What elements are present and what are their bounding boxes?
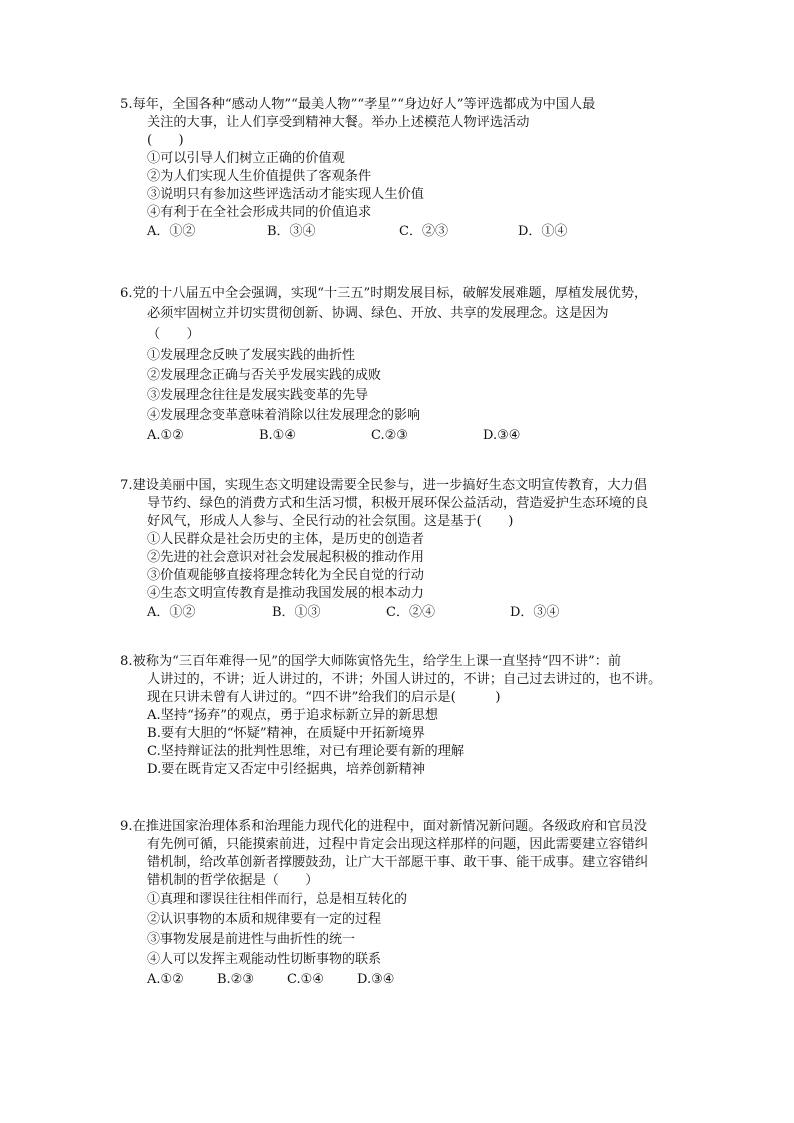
question-5-stem-line-1: 5.每年，全国各种“感动人物”“最美人物”“孝星”“身边好人”等评选都成为中国人最 bbox=[120, 97, 596, 112]
question-5-choice-d[interactable]: D．①④ bbox=[518, 224, 568, 239]
question-9-choice-a[interactable]: A.①② bbox=[147, 972, 184, 987]
question-9-choice-c[interactable]: C.①④ bbox=[287, 972, 324, 987]
question-8-option-b[interactable]: B.要有大胆的“怀疑”精神，在质疑中开拓新境界 bbox=[147, 726, 425, 741]
question-9-statement-2: ②认识事物的本质和规律要有一定的过程 bbox=[147, 912, 382, 927]
question-5-choice-b[interactable]: B．③④ bbox=[267, 224, 316, 239]
question-7-stem-line-2: 导节约、绿色的消费方式和生活习惯，积极开展环保公益活动，营造爱护生态环境的良 bbox=[147, 496, 649, 511]
question-5-choice-a[interactable]: A．①② bbox=[147, 224, 196, 239]
question-9-choices bbox=[120, 970, 680, 990]
question-9-stem-line-3: 错机制，给改革创新者撑腰鼓劲，让广大干部愿干事、敢干事、能干成事。建立容错纠 bbox=[147, 855, 649, 870]
question-7-choice-c[interactable]: C．②④ bbox=[386, 605, 435, 620]
question-6-statement-2: ②发展理念正确与否关乎发展实践的成败 bbox=[147, 368, 382, 383]
question-6-stem-line-3: （ ） bbox=[147, 327, 200, 342]
question-6-choice-c[interactable]: C.②③ bbox=[371, 428, 408, 443]
question-5-stem-line-2: 关注的大事，让人们享受到精神大餐。举办上述模范人物评选活动 bbox=[147, 115, 530, 130]
question-6-statement-3: ③发展理念往往是发展实践变革的先导 bbox=[147, 388, 369, 403]
question-8-stem-line-2: 人讲过的，不讲；近人讲过的，不讲；外国人讲过的，不讲；自己过去讲过的，也不讲。 bbox=[147, 672, 662, 687]
question-7-choice-d[interactable]: D．③④ bbox=[510, 605, 560, 620]
question-9-stem-line-1: 9.在推进国家治理体系和治理能力现代化的进程中，面对新情况新问题。各级政府和官员没 bbox=[120, 819, 647, 834]
question-6-statement-4: ④发展理念变革意味着消除以往发展理念的影响 bbox=[147, 408, 421, 423]
question-7-choices bbox=[120, 603, 680, 623]
question-5-statement-2: ②为人们实现人生价值提供了客观条件 bbox=[147, 169, 372, 184]
question-6-choices bbox=[120, 426, 680, 446]
question-7-choice-b[interactable]: B．①③ bbox=[272, 605, 321, 620]
question-8-option-a[interactable]: A.坚持“扬弃”的观点，勇于追求标新立异的新思想 bbox=[147, 708, 438, 723]
question-5-statement-4: ④有利于在全社会形成共同的价值追求 bbox=[147, 205, 372, 220]
question-6-choice-d[interactable]: D.③④ bbox=[483, 428, 521, 443]
question-8-stem-line-1: 8.被称为“三百年难得一见”的国学大师陈寅恪先生，给学生上课一直坚持“四不讲”：前 bbox=[120, 654, 622, 669]
question-7-statement-3: ③价值观能够直接将理念转化为全民自觉的行动 bbox=[147, 568, 424, 583]
question-9-statement-4: ④人可以发挥主观能动性切断事物的联系 bbox=[147, 952, 382, 967]
question-7-choice-a[interactable]: A．①② bbox=[147, 605, 196, 620]
question-7-statement-1: ①人民群众是社会历史的主体，是历史的创造者 bbox=[147, 532, 424, 547]
question-6 bbox=[120, 284, 680, 446]
question-9-stem-line-4: 错机制的哲学依据是（ ） bbox=[147, 873, 319, 888]
question-9 bbox=[120, 818, 680, 990]
question-5 bbox=[120, 96, 680, 242]
question-9-stem-line-2: 有先例可循，只能摸索前进，过程中肯定会出现这样那样的问题，因此需要建立容错纠 bbox=[147, 837, 649, 852]
question-5-statement-3: ③说明只有参加这些评选活动才能实现人生价值 bbox=[147, 187, 424, 202]
question-5-statement-1: ①可以引导人们树立正确的价值观 bbox=[147, 151, 345, 166]
question-8-option-c[interactable]: C.坚持辩证法的批判性思维，对已有理论要有新的理解 bbox=[147, 744, 465, 759]
question-9-statement-3: ③事物发展是前进性与曲折性的统一 bbox=[147, 932, 356, 947]
question-6-stem-line-1: 6.党的十八届五中全会强调，实现“十三五”时期发展目标，破解发展难题，厚植发展优势， bbox=[120, 286, 648, 301]
question-8 bbox=[120, 653, 680, 779]
question-5-choice-c[interactable]: C．②③ bbox=[399, 224, 448, 239]
question-6-choice-b[interactable]: B.①④ bbox=[259, 428, 296, 443]
question-7-statement-2: ②先进的社会意识对社会发展起积极的推动作用 bbox=[147, 550, 424, 565]
question-6-statement-1: ①发展理念反映了发展实践的曲折性 bbox=[147, 348, 356, 363]
question-7 bbox=[120, 477, 680, 623]
question-5-choices bbox=[120, 222, 680, 242]
question-9-statement-1: ①真理和谬误往往相伴而行，总是相互转化的 bbox=[147, 892, 408, 907]
question-6-stem-line-2: 必须牢固树立并切实贯彻创新、协调、绿色、开放、共享的发展理念。这是因为 bbox=[147, 306, 609, 321]
question-8-option-d[interactable]: D.要在既肯定又否定中引经据典，培养创新精神 bbox=[147, 762, 426, 777]
question-7-stem-line-3: 好风气，形成人人参与、全民行动的社会氛围。这是基于( ) bbox=[147, 514, 514, 529]
question-8-stem-line-3: 现在只讲未曾有人讲过的。“四不讲”给我们的启示是( ) bbox=[147, 690, 501, 705]
question-6-choice-a[interactable]: A.①② bbox=[147, 428, 184, 443]
question-7-stem-line-1: 7.建设美丽中国，实现生态文明建设需要全民参与，进一步搞好生态文明宣传教育，大力倡 bbox=[120, 478, 647, 493]
question-9-choice-d[interactable]: D.③④ bbox=[357, 972, 395, 987]
question-9-choice-b[interactable]: B.②③ bbox=[217, 972, 254, 987]
question-7-statement-4: ④生态文明宣传教育是推动我国发展的根本动力 bbox=[147, 586, 424, 601]
question-5-stem-line-3: ( ) bbox=[147, 133, 184, 148]
